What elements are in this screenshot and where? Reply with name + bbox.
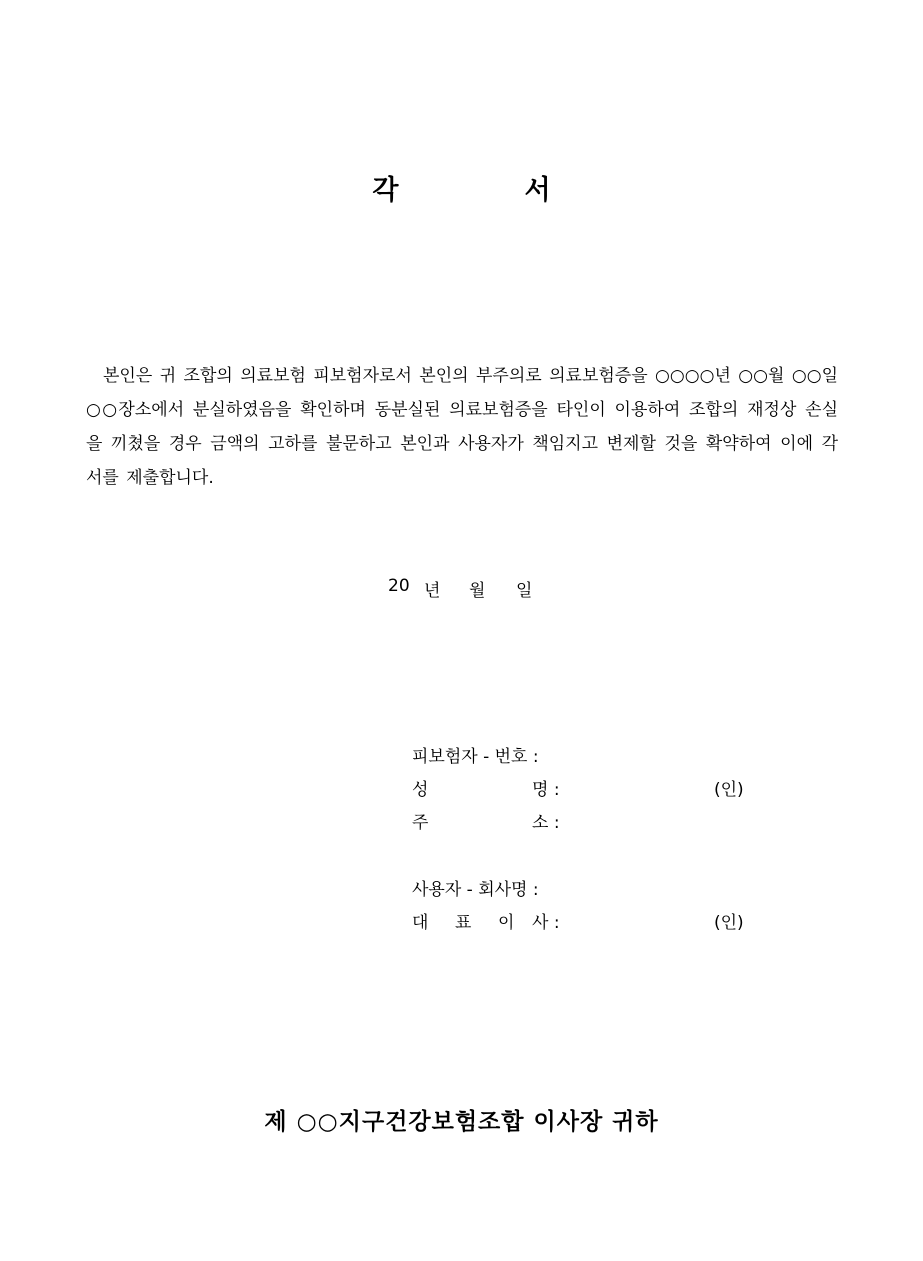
date-year-prefix: 20 — [388, 576, 410, 596]
title-char-1: 각 — [372, 175, 399, 206]
employer-rep-char-3: 이 — [498, 913, 515, 933]
insured-name-row — [412, 775, 772, 799]
insured-number-row — [412, 742, 772, 766]
date-month-label: 월 — [469, 581, 486, 601]
insured-address-row — [412, 808, 772, 832]
employer-rep-char-4: 사 : — [532, 913, 560, 933]
employer-rep-char-2: 표 — [455, 913, 472, 933]
insured-name-char-2: 명 : — [532, 780, 560, 800]
date-day-label: 일 — [516, 581, 533, 601]
employer-company-label: 사용자 - 회사명 : — [412, 880, 539, 900]
pledge-body: 본인은 귀 조합의 의료보험 피보험자로서 본인의 부주의로 의료보험증을 ○○○○년 ○○월 ○○일 ○○장소에서 분실하였음을 확인하며 동분실된 의료보험증을 타인이 이용하여 조합의 재정상 손실을 끼쳤을 경우 금액의 고하를 불문하고 본인과 사용자가 책임지고 변제할 것을 확약하여 이에 각서를 제출합니다. — [86, 366, 838, 488]
insured-address-char-1: 주 — [412, 813, 429, 833]
date-year-label: 년 — [424, 581, 441, 601]
insured-number-label: 피보험자 - 번호 : — [412, 747, 539, 767]
insured-address-char-2: 소 : — [532, 813, 560, 833]
document-title — [0, 168, 923, 207]
employer-rep-row — [412, 908, 772, 932]
insured-seal-mark: (인) — [714, 780, 744, 800]
employer-company-row — [412, 875, 772, 899]
employer-seal-mark: (인) — [714, 913, 744, 933]
addressee-line: 제 ○○지구건강보험조합 이사장 귀하 — [264, 1109, 659, 1135]
title-char-2: 서 — [524, 175, 551, 206]
insured-name-char-1: 성 — [412, 780, 429, 800]
employer-rep-char-1: 대 — [412, 913, 429, 933]
